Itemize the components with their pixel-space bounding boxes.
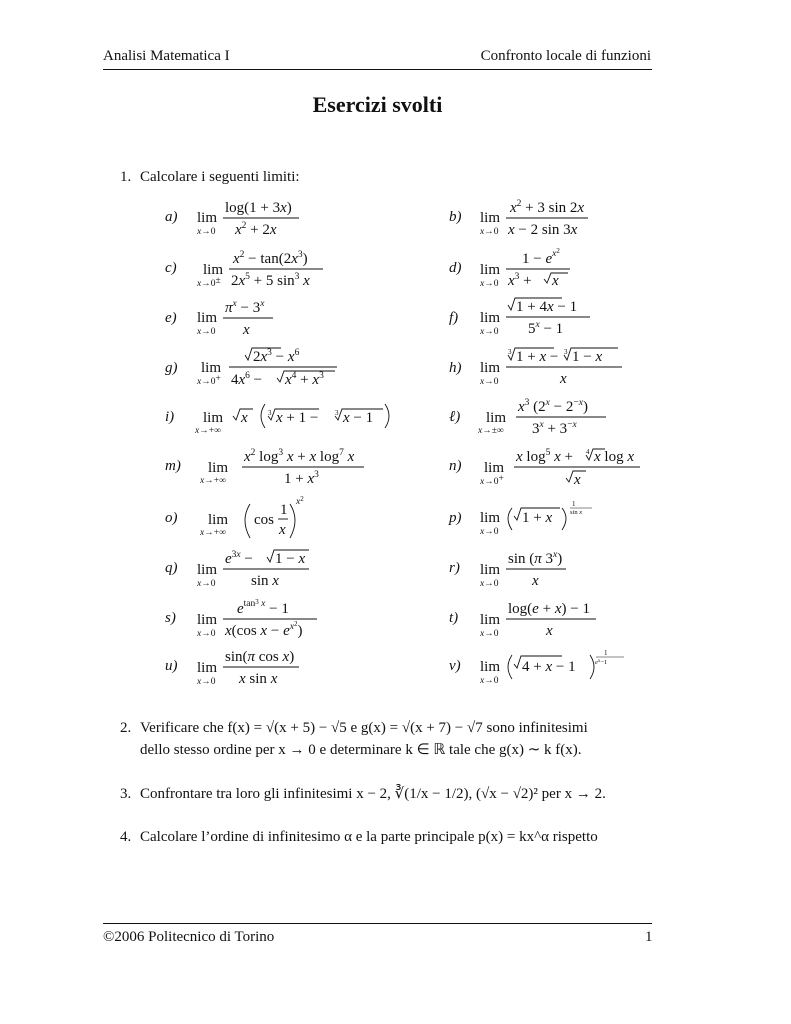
exercise-4-text: Calcolare l’ordine di infinitesimo α e la parte principale p(x) = kx^α rispetto: [140, 829, 598, 845]
svg-text:x→0: x→0: [197, 629, 216, 639]
svg-text:lim: lim: [197, 310, 218, 326]
svg-text:lim: lim: [484, 460, 505, 476]
svg-text:lim: lim: [197, 562, 218, 578]
svg-text:x→±∞: x→±∞: [478, 426, 504, 436]
svg-text:lim: lim: [208, 512, 229, 528]
header-rule: [103, 69, 652, 70]
svg-text:3: 3: [268, 409, 272, 417]
svg-text:lim: lim: [201, 360, 222, 376]
limit-u-formula: [195, 646, 305, 690]
svg-text:lim: lim: [480, 262, 501, 278]
page-title: Esercizi svolti: [312, 92, 443, 117]
limit-v-formula: [478, 645, 628, 689]
svg-text:e3x −: $e^3x$ −: [225, 550, 253, 567]
svg-text:x→0+: x→0+: [480, 474, 504, 487]
svg-text:x→0+: x→0+: [197, 374, 221, 387]
limit-a-formula: [195, 198, 305, 240]
label-r: r): [449, 560, 460, 576]
limit-o-formula: [200, 492, 320, 548]
svg-text:lim: lim: [480, 510, 501, 526]
svg-text:x→0±: x→0±: [197, 276, 221, 289]
svg-text:lim: lim: [203, 410, 224, 426]
svg-text:ex−1: $e^x-1$: [595, 659, 608, 666]
label-g: g): [165, 360, 178, 376]
svg-text:lim: lim: [203, 262, 224, 278]
svg-text:x: x: [243, 322, 250, 338]
svg-text:lim: lim: [480, 360, 501, 376]
exercise-number: 4.: [120, 829, 132, 845]
svg-text:lim: lim: [208, 460, 229, 476]
svg-text:x2 + 3 sin 2x: $x^2 + 3$ sin 2x: [510, 199, 585, 216]
label-e: e): [165, 310, 177, 326]
svg-text:1 + 4x − 1: 1 + 4x − 1: [516, 299, 578, 315]
label-c: c): [165, 260, 177, 276]
svg-text:x→0: x→0: [480, 676, 499, 686]
limit-g-formula: [195, 346, 345, 392]
page-number: 1: [645, 929, 653, 945]
label-a: a): [165, 209, 178, 225]
svg-text:πx − 3x: $\pi^x - 3^x$: [225, 299, 265, 316]
svg-text:4 + x − 1: 4 + x − 1: [522, 659, 576, 675]
svg-text:x3 (2x − 2−x): $x^3$ $(2^x - 2^-x)$: [518, 398, 588, 415]
svg-text:x→+∞: x→+∞: [200, 476, 226, 486]
svg-text:lim: lim: [486, 410, 507, 426]
limit-c-formula: [195, 248, 330, 292]
limit-r-formula: [478, 548, 578, 592]
svg-text:x→0: x→0: [197, 677, 216, 687]
svg-text:1 + x −: 1 + x −: [516, 349, 559, 365]
svg-text:1: 1: [280, 502, 288, 518]
svg-text:sin(π cos x): sin(π cos x): [225, 649, 295, 665]
exercise-4: [120, 826, 660, 856]
svg-text:x sin x: x sin x: [239, 671, 278, 687]
svg-text:sin x: sin x: [570, 509, 583, 516]
footer-rule: [103, 923, 652, 924]
exercise-number: 1.: [120, 169, 132, 185]
limit-d-formula: [478, 248, 578, 292]
header-section-title: Confronto locale di funzioni: [480, 48, 651, 64]
footer-copyright: ©2006 Politecnico di Torino: [103, 929, 275, 945]
svg-text:4: 4: [586, 448, 590, 456]
exercise-3: [120, 783, 660, 813]
svg-text:3: 3: [335, 409, 339, 417]
svg-text:x→0: x→0: [197, 227, 216, 237]
label-b: b): [449, 209, 462, 225]
svg-text:x→+∞: x→+∞: [200, 528, 226, 538]
svg-text:lim: lim: [480, 659, 501, 675]
svg-text:3x + 3−x: $3^x + 3^-x$: [532, 420, 577, 437]
svg-text:lim: lim: [480, 310, 501, 326]
svg-text:x: x: [279, 522, 286, 538]
limit-h-formula: [478, 346, 628, 390]
exercise-2-line-2: dello stesso ordine per x → 0 e determinare k ∈ ℝ tale che g(x) ∼ k f(x).: [140, 742, 582, 758]
limit-m-formula: [200, 446, 370, 490]
limit-i-formula: [195, 400, 395, 440]
svg-text:x→0: x→0: [480, 327, 499, 337]
label-d: d): [449, 260, 462, 276]
svg-text:3: 3: [508, 348, 512, 356]
svg-text:etan3 x − 1: $e^{tan}3$ x − 1: [237, 598, 289, 617]
exercise-number: 3.: [120, 786, 132, 802]
svg-text:x: x: [574, 472, 581, 488]
svg-text:x log5 x +: x $\log^5 x$ +: [516, 448, 573, 465]
svg-text:x: x: [546, 623, 553, 639]
svg-text:x log x: x log x: [594, 449, 635, 465]
svg-text:x→0: x→0: [197, 327, 216, 337]
svg-text:x→0: x→0: [480, 227, 499, 237]
svg-text:lim: lim: [480, 612, 501, 628]
limit-b-formula: [478, 198, 598, 240]
label-u: u): [165, 658, 178, 674]
label-f: f): [449, 310, 459, 326]
exercise-prompt: Calcolare i seguenti limiti:: [140, 169, 300, 185]
svg-text:x→+∞: x→+∞: [195, 426, 221, 436]
svg-text:sin x: sin x: [251, 573, 279, 589]
svg-text:sin (π 3x): sin (π 3$^x$): [508, 550, 563, 567]
svg-text:1 − ex2: $1 - e^{x2}$: [522, 248, 560, 267]
label-o: o): [165, 510, 178, 526]
svg-text:lim: lim: [197, 660, 218, 676]
svg-text:1 − x: 1 − x: [275, 551, 306, 567]
header-course-title: Analisi Matematica I: [103, 48, 230, 64]
svg-text:x→0: x→0: [480, 527, 499, 537]
svg-text:log(1 + 3x): log(1 + 3x): [225, 200, 292, 216]
label-n: n): [449, 458, 462, 474]
label-t: t): [449, 610, 459, 626]
exercise-3-text: Confrontare tra loro gli infinitesimi x − 2, ∛(1/x − 1/2), (√x − √2)² per x → 2.: [140, 786, 606, 802]
limit-s-formula: [195, 596, 325, 642]
svg-text:lim: lim: [480, 210, 501, 226]
label-v: v): [449, 658, 461, 674]
label-m: m): [165, 458, 181, 474]
svg-text:x→0: x→0: [480, 629, 499, 639]
label-q: q): [165, 560, 178, 576]
limit-l-formula: [478, 396, 613, 440]
svg-text:1 + x: 1 + x: [522, 510, 553, 526]
svg-text:3: 3: [564, 348, 568, 356]
svg-text:x2: $x^2$: [296, 495, 304, 507]
svg-text:x2 + 2x: $x^2 + 2x$: [235, 221, 277, 238]
label-h: h): [449, 360, 462, 376]
svg-text:x: x: [532, 573, 539, 589]
label-s: s): [165, 610, 176, 626]
svg-text:x − 2 sin 3x: x − 2 sin 3x: [508, 222, 578, 238]
svg-text:2x3 − x6: $2x^3 - x^6$: [253, 348, 300, 365]
svg-text:x: x: [552, 273, 559, 289]
limit-q-formula: [195, 548, 315, 592]
svg-text:x→0: x→0: [480, 579, 499, 589]
svg-text:lim: lim: [197, 210, 218, 226]
svg-text:x→0: x→0: [480, 279, 499, 289]
limit-t-formula: [478, 598, 598, 642]
svg-text:x2 log3 x + x log7 x: $x^2$ $\log^3 x + x$ $\log^7 x$: [244, 448, 355, 465]
svg-text:lim: lim: [480, 562, 501, 578]
svg-text:x3 +: $x^3$ +: [508, 272, 532, 289]
svg-text:1 − x: 1 − x: [572, 349, 603, 365]
limit-p-formula: [478, 498, 598, 542]
svg-text:x − 1: x − 1: [343, 410, 374, 426]
svg-text:1 + x3: $1 + x^3$: [284, 470, 319, 487]
label-l: ℓ): [449, 409, 461, 425]
svg-text:x→0: x→0: [197, 579, 216, 589]
svg-text:4x6 −: $4x^6$ −: [231, 371, 263, 388]
svg-text:x(cos x − ex2): x(cos $x - e^{x2}$): [225, 620, 303, 639]
limit-n-formula: [478, 446, 648, 492]
label-i: i): [165, 409, 175, 425]
svg-text:x: x: [241, 410, 248, 426]
svg-text:x→0: x→0: [480, 377, 499, 387]
svg-text:x + 1 −: x + 1 −: [276, 410, 319, 426]
limit-f-formula: [478, 296, 598, 340]
svg-text:2x5 + 5 sin3 x: $2x^5 + 5$ $\sin^3 x$: [231, 272, 310, 289]
exercise-2-line-1: Verificare che f(x) = √(x + 5) − √5 e g(x) = √(x + 7) − √7 sono infinitesimi: [140, 720, 588, 736]
exercise-2: [120, 717, 660, 767]
label-p: p): [449, 510, 462, 526]
svg-text:log(e + x) − 1: log(e + x) − 1: [508, 601, 590, 617]
svg-text:x2 − tan(2x3): $x^2 - \tan(2x^3)$: [233, 250, 308, 267]
svg-text:x4 + x3: $x^4 + x^3$: [285, 371, 324, 388]
exercise-number: 2.: [120, 720, 132, 736]
svg-text:1: 1: [572, 500, 576, 508]
limit-e-formula: [195, 298, 285, 340]
svg-text:x: x: [560, 371, 567, 387]
svg-text:1: 1: [604, 649, 608, 657]
svg-text:lim: lim: [197, 612, 218, 628]
svg-text:cos: cos: [254, 512, 274, 528]
svg-text:5x − 1: $5^x - 1$: [528, 320, 564, 337]
